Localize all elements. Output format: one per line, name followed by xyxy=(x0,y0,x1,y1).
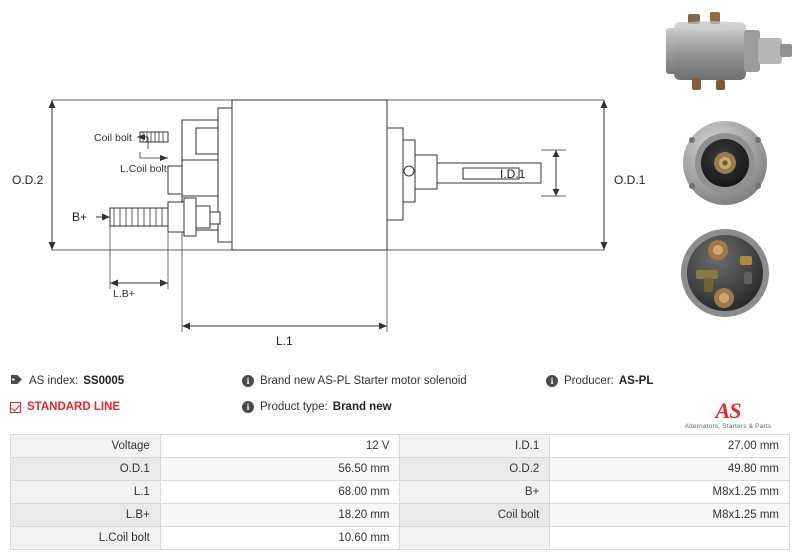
spec-key: O.D.2 xyxy=(400,458,550,481)
table-row xyxy=(11,527,790,550)
spec-key: L.Coil bolt xyxy=(11,527,161,550)
description-cell xyxy=(242,375,546,387)
product-type-value: Brand new xyxy=(332,401,392,413)
spec-value: 10.60 mm xyxy=(160,527,400,550)
producer-cell xyxy=(546,375,790,387)
as-pl-logo xyxy=(670,400,786,434)
standard-line-label: STANDARD LINE xyxy=(27,401,121,413)
as-index-label: AS index: xyxy=(29,375,79,387)
specification-table xyxy=(10,434,790,550)
label-coil-bolt: Coil bolt xyxy=(94,132,132,144)
solenoid-terminal-view-photo[interactable] xyxy=(652,220,798,326)
producer-value: AS-PL xyxy=(618,375,654,387)
spec-value: 56.50 mm xyxy=(160,458,400,481)
standard-line-cell xyxy=(10,401,242,413)
spec-value-empty xyxy=(550,527,790,550)
table-row xyxy=(11,435,790,458)
label-l-bplus: L.B+ xyxy=(113,288,135,300)
tag-icon xyxy=(10,372,23,390)
info-icon: i xyxy=(242,375,254,387)
spec-key: L.1 xyxy=(11,481,161,504)
spec-value: M8x1.25 mm xyxy=(550,481,790,504)
check-icon xyxy=(10,402,21,413)
spec-value: 49.80 mm xyxy=(550,458,790,481)
spec-key: Coil bolt xyxy=(400,504,550,527)
producer-label: Producer: xyxy=(564,375,614,387)
spec-key: O.D.1 xyxy=(11,458,161,481)
table-row xyxy=(11,504,790,527)
spec-value: 27.00 mm xyxy=(550,435,790,458)
spec-value: M8x1.25 mm xyxy=(550,504,790,527)
label-id1: I.D.1 xyxy=(500,167,526,181)
label-bplus: B+ xyxy=(72,210,88,224)
spec-value: 68.00 mm xyxy=(160,481,400,504)
product-photo-strip xyxy=(650,0,800,330)
as-index-cell xyxy=(10,372,242,390)
product-type-label: Product type: xyxy=(260,401,328,413)
logo-mark: AS xyxy=(715,398,741,423)
as-index-value: SS0005 xyxy=(83,375,125,387)
spec-key: I.D.1 xyxy=(400,435,550,458)
label-od2: O.D.2 xyxy=(12,173,44,187)
product-type-cell xyxy=(242,401,546,413)
solenoid-side-view-photo[interactable] xyxy=(652,0,798,106)
spec-key: L.B+ xyxy=(11,504,161,527)
spec-key: B+ xyxy=(400,481,550,504)
label-l1: L.1 xyxy=(276,334,293,348)
logo-subtitle: Alternators, Starters & Parts xyxy=(684,423,772,430)
info-row-1 xyxy=(10,368,790,394)
spec-value: 12 V xyxy=(160,435,400,458)
label-od1: O.D.1 xyxy=(614,173,646,187)
spec-key: Voltage xyxy=(11,435,161,458)
info-icon: i xyxy=(242,401,254,413)
info-icon: i xyxy=(546,375,558,387)
table-row xyxy=(11,481,790,504)
label-l-coil-bolt: L.Coil bolt xyxy=(120,163,167,175)
spec-table-body xyxy=(11,435,790,550)
spec-key-empty xyxy=(400,527,550,550)
solenoid-front-view-photo[interactable] xyxy=(652,110,798,216)
table-row xyxy=(11,458,790,481)
description-text: Brand new AS-PL Starter motor solenoid xyxy=(260,375,467,387)
spec-value: 18.20 mm xyxy=(160,504,400,527)
